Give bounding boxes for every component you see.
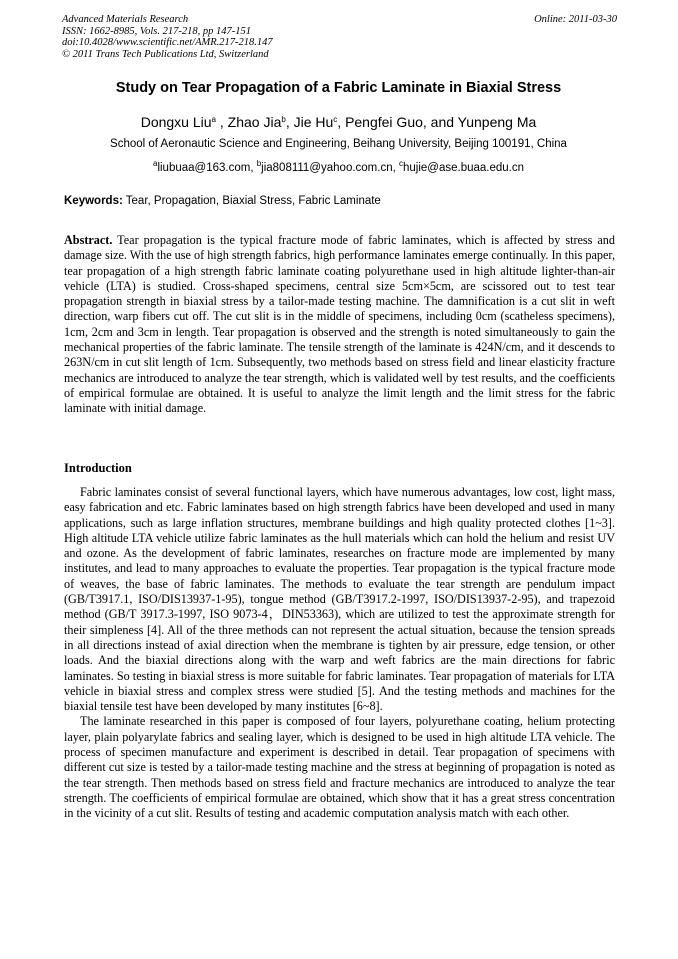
journal-copyright: © 2011 Trans Tech Publications Ltd, Switzerland <box>62 48 269 60</box>
email-mark: c <box>399 159 403 168</box>
email-list <box>62 159 615 174</box>
email-separator: , <box>392 162 399 174</box>
introduction-body <box>64 485 615 822</box>
paragraph: The laminate researched in this paper is composed of four layers, polyurethane coating, helium protecting layer, plain polyarylate fabrics and sealing layer, which is designed to be used in high altitude LTA vehicle. The process of specimen manufacture and experiment is described in detail. Tear propagation of specimens with different cut size is tested by a tailor-made testing machine and the stress at beginning of propagation is noted as the tear strength. Then methods based on stress field and fracture mechanics are introduced to analyze the tear strength. The coefficients of empirical formulae are obtained, which show that it has a great stress concentration in the vicinity of a cut slit. Results of testing and academic computation analysis match with each other. <box>64 714 615 821</box>
email-link[interactable]: jia808111@yahoo.com.cn <box>261 162 393 174</box>
author: Zhao Jia <box>227 114 282 130</box>
abstract <box>64 233 615 417</box>
abstract-text: Tear propagation is the typical fracture mode of fabric laminates, which is affected by stress and damage size. With the use of high strength fabrics, high performance laminates emerge continually. In this paper, tear propagation of a high strength fabric laminate coating polyurethane used in high altitude lighter-than-air vehicle (LTA) is studied. Cross-shaped specimens, central size 5cm×5cm, are scissored out to test tear propagation strength in biaxial stress by a tailor-made testing machine. The damnification is a cut slit in weft direction, warp fibers cut off. The cut slit is in the middle of specimens, including 0cm (scatheless specimens), 1cm, 2cm and 3cm in length. Tear propagation is observed and the strength is noted simultaneously to gain the mechanical properties of the fabric laminate. The tensile strength of the laminate is 424N/cm, and it descends to 263N/cm in cut slit length of 1cm. Subsequently, two methods based on stress field and linear elasticity fracture mechanics are introduced to analyze the tear strength, which is validated well by test results, and the coefficients of empirical formulae are obtained. It is useful to analyze the limit length and the limit stress for the fabric laminate with initial damage. <box>64 233 615 416</box>
journal-issn: ISSN: 1662-8985, Vols. 217-218, pp 147-151 <box>62 25 251 37</box>
author-list <box>62 114 615 130</box>
journal-doi: doi:10.4028/www.scientific.net/AMR.217-218.147 <box>62 37 273 48</box>
introduction-heading: Introduction <box>64 461 132 475</box>
author: Pengfei Guo, and Yunpeng Ma <box>345 114 537 130</box>
email-mark: b <box>256 159 262 168</box>
author-separator: , <box>215 114 228 130</box>
email-link[interactable]: liubuaa@163.com <box>157 162 251 174</box>
author-mark: b <box>281 115 286 124</box>
author-mark: c <box>333 115 338 124</box>
keywords-text: Tear, Propagation, Biaxial Stress, Fabric Laminate <box>122 195 381 207</box>
online-date: Online: 2011-03-30 <box>534 14 617 25</box>
author-separator: , <box>337 114 346 130</box>
author-separator: , <box>285 114 294 130</box>
abstract-label: Abstract. <box>64 233 113 247</box>
affiliation: School of Aeronautic Science and Engineering, Beihang University, Beijing 100191, China <box>110 138 567 150</box>
journal-header <box>62 14 617 60</box>
keywords-label: Keywords: <box>64 195 123 207</box>
paragraph: Fabric laminates consist of several functional layers, which have numerous advantages, low cost, light mass, easy fabrication and etc. Fabric laminates based on high strength fabrics have been developed and used in many applications, such as large inflation structures, membrane buildings and high quality protected clothes [1~3]. High altitude LTA vehicle utilize fabric laminates as the hull materials which can hold the helium and resist UV and ozone. As the development of fabric laminates, researches on fracture mode are implemented by many institutes, and lead to many approaches to evaluate the properties. Tear propagation is the typical fracture mode of weaves, the base of fabric laminates. The methods to evaluate the tear strength are pendulum impact (GB/T3917.1, ISO/DIS13937-1-95), tongue method (GB/T3917.2-1997, ISO/DIS13937-2-95), and trapezoid method (GB/T 3917.3-1997, ISO 9073-4，DIN53363), which are utilized to test the approximate strength for their simpleness [4]. All of the three methods can not represent the actual situation, because the tension spreads in all directions instead of axial direction when the membrane is tighten by air pressure, edge tension, or other loads. And the biaxial directions along with the warp and weft fabrics are the main directions for fabric laminates. So testing in biaxial stress is more suitable for fabric laminates. Tear propagation of materials for LTA vehicle in biaxial stress and complex stress were studied [5]. And the testing methods and machines for the biaxial tensile test have been developed by many institutes [6~8]. <box>64 485 615 714</box>
keywords <box>64 195 615 207</box>
email-mark: a <box>152 159 158 168</box>
author: Dongxu Liu <box>140 114 212 130</box>
author: Jie Hu <box>293 114 334 130</box>
journal-name: Advanced Materials Research <box>62 14 189 25</box>
paper-title: Study on Tear Propagation of a Fabric Laminate in Biaxial Stress <box>115 80 562 96</box>
author-mark: a <box>211 115 216 124</box>
email-separator: , <box>250 162 257 174</box>
email-link[interactable]: hujie@ase.buaa.edu.cn <box>403 162 525 174</box>
